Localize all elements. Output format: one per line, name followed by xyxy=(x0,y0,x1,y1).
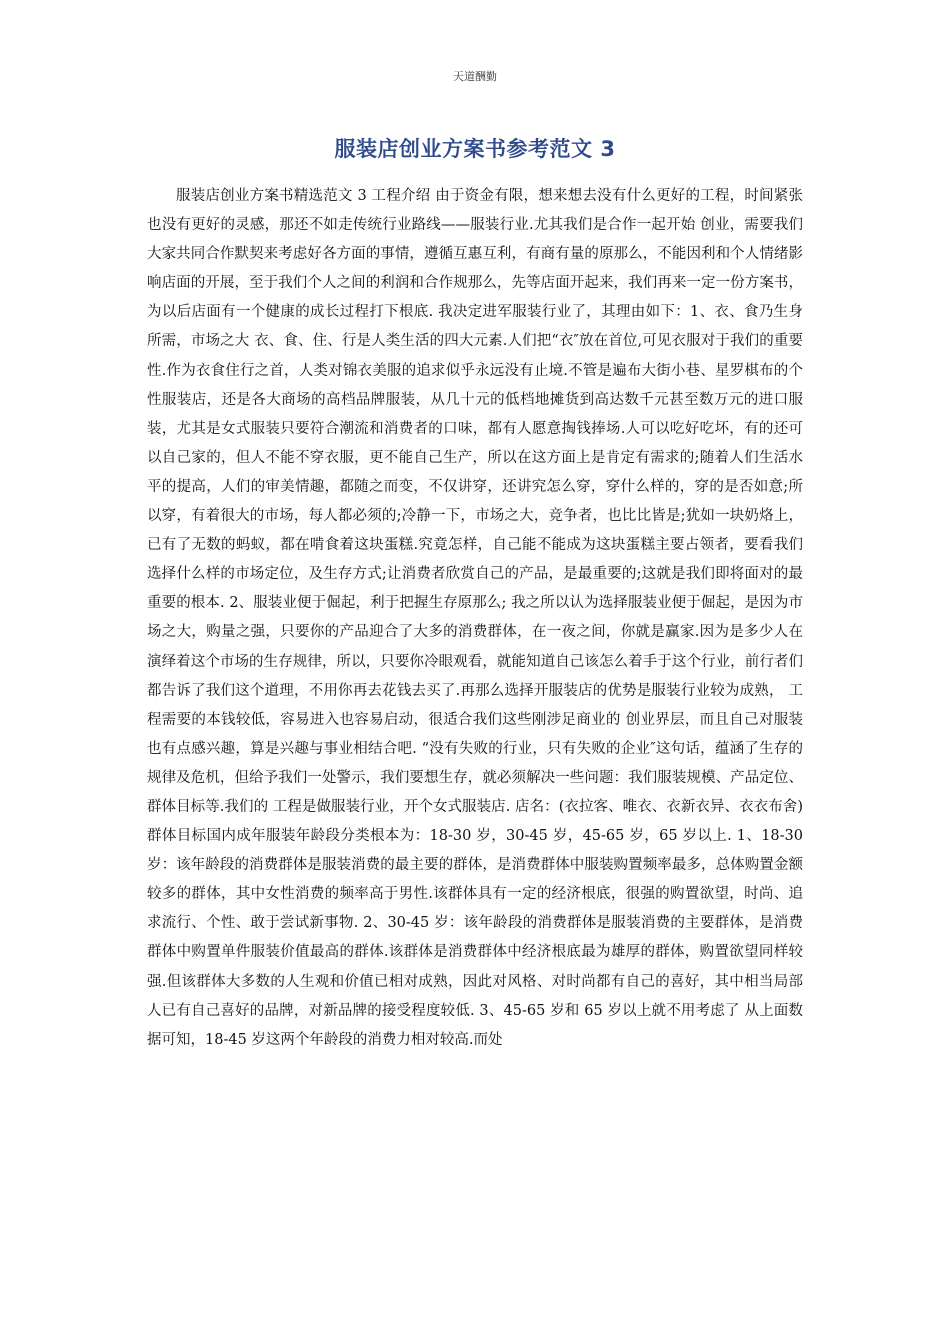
document-body: 服装店创业方案书精选范文 3 工程介绍 由于资金有限，想来想去没有什么更好的工程，时间紧张也没有更好的灵感，那还不如走传统行业路线——服装行业.尤其我们是合作一起开始 创业，需要我们大家共同合作默契来考虑好各方面的事情，遵循互惠互利，有商有量的原那么，不能因利和个人情绪影响店面的开展，至于我们个人之间的利润和合作规那么，先等店面开起来，我们再来一定一份方案书，为以后店面有一个健康的成长过程打下根底. 我决定进军服装行业了，其理由如下：1、衣、食乃生身所需，市场之大 衣、食、住、行是人类生活的四大元素.人们把“衣″放在首位,可见衣服对于我们的重要性.作为衣食住行之首，人类对锦衣美服的追求似乎永远没有止境.不管是遍布大街小巷、星罗棋布的个性服装店，还是各大商场的高档品牌服装，从几十元的低档地摊货到高达数千元甚至数万元的进口服装，尤其是女式服装只要符合潮流和消费者的口味，都有人愿意掏钱捧场.人可以吃好吃坏，有的还可以自己家的，但人不能不穿衣服，更不能自己生产，所以在这方面上是肯定有需求的;随着人们生活水平的提高，人们的审美情趣，都随之而变，不仅讲穿，还讲究怎么穿，穿什么样的，穿的是否如意;所以穿，有着很大的市场，每人都必须的;冷静一下，市场之大，竞争者，也比比皆是;犹如一块奶烙上，已有了无数的蚂蚁，都在啃食着这块蛋糕.究竟怎样，自己能不能成为这块蛋糕主要占领者，要看我们选择什么样的市场定位，及生存方式;让消费者欣赏自己的产品，是最重要的;这就是我们即将面对的最重要的根本. 2、服装业便于倔起，利于把握生存原那么; 我之所以认为选择服装业便于倔起，是因为市场之大，购量之强，只要你的产品迎合了大多的消费群体，在一夜之间，你就是赢家.因为是多少人在演绎着这个市场的生存规律，所以，只要你冷眼观看，就能知道自己该怎么着手于这个行业，前行者们都告诉了我们这个道理，不用你再去花钱去买了.再那么选择开服装店的优势是服装行业较为成熟， 工程需要的本钱较低，容易进入也容易启动，很适合我们这些刚涉足商业的 创业界层，而且自己对服装也有点感兴趣，算是兴趣与事业相结合吧. “没有失败的行业，只有失败的企业″这句话，蕴涵了生存的规律及危机，但给予我们一处警示，我们要想生存，就必须解决一些问题：我们服装规模、产品定位、群体目标等.我们的 工程是做服装行业，开个女式服装店. 店名：(衣拉客、唯衣、衣新衣异、衣衣布舍)群体目标国内成年服装年龄段分类根本为：18-30 岁，30-45 岁，45-65 岁，65 岁以上. 1、18-30 岁：该年龄段的消费群体是服装消费的最主要的群体，是消费群体中服装购置频率最多，总体购置金额较多的群体，其中女性消费的频率高于男性.该群体具有一定的经济根底，很强的购置欲望，时尚、追求流行、个性、敢于尝试新事物. 2、30-45 岁：该年龄段的消费群体是服装消费的主要群体，是消费群体中购置单件服装价值最高的群体.该群体是消费群体中经济根底最为雄厚的群体，购置欲望同样较强.但该群体大多数的人生观和价值已相对成熟，因此对风格、对时尚都有自己的喜好，其中相当局部人已有自己喜好的品牌，对新品牌的接受程度较低. 3、45-65 岁和 65 岁以上就不用考虑了 从上面数据可知，18-45 岁这两个年龄段的消费力相对较高.而处 xyxy=(147,188,804,1048)
header-note: 天道酬勤 xyxy=(453,70,497,83)
document-title: 服装店创业方案书参考范文 3 xyxy=(334,137,616,161)
